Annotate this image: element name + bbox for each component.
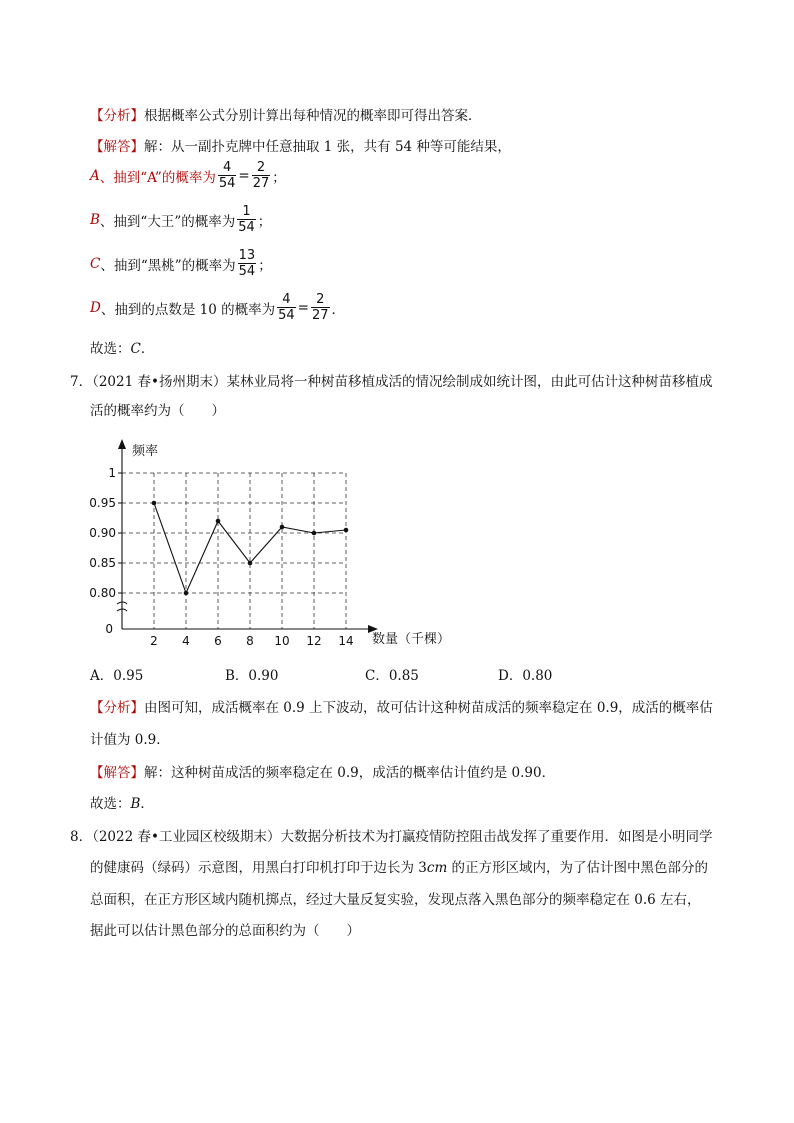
x-axis-label: 数量（千棵） [372,632,451,647]
chart-labels [89,443,450,648]
x-tick-label: 2 [150,634,158,648]
answer-6 [90,135,511,155]
y-tick-label: 0.95 [89,496,116,510]
frequency-line-chart [89,432,460,652]
data-point [216,519,221,524]
data-point [184,591,189,596]
origin-label: 0 [105,622,113,636]
question-7-line-1: 7．（2021 春•扬州期末）某林业局将一种树苗移植成活的情况绘制成如统计图，由此可估计这种树苗移植成 [70,374,713,390]
option-c[interactable]: C．0.85 [365,668,419,684]
question-8-line-3: 总面积，在正方形区域内随机掷点，经过大量反复实验，发现点落入黑色部分的频率稳定在 0.6 左右， [90,892,701,908]
x-tick-label: 12 [306,634,322,648]
option-c-line: C 、抽到“黑桃”的概率为 $\frac{13}{54}$ ； [90,248,272,279]
analysis-6 [90,104,482,124]
x-tick-label: 14 [338,634,354,648]
question-8-line-1: 8．（2022 春•工业园区校级期末）大数据分析技术为打赢疫情防控阻击战发挥了重要作用．如图是小明同学 [70,829,713,845]
option-d-line: D 、抽到的点数是 10 的概率为 $\frac{4}{54}$ = $\frac{2}{27}$ ． [90,292,345,323]
y-axis-label: 频率 [132,444,159,459]
y-tick-label: 1 [108,466,116,480]
data-point [152,501,157,506]
option-b-line: B 、抽到“大王”的概率为 $\frac{1}{54}$ ； [90,204,272,235]
question-8-line-4: 据此可以估计黑色部分的总面积约为（ ） [90,923,360,939]
data-point [248,561,253,566]
question-7-line-2: 活的概率约为（ ） [90,403,225,419]
y-axis-arrow [118,439,126,449]
option-d[interactable]: D．0.80 [498,668,553,684]
x-tick-label: 6 [214,634,222,648]
option-a-line: A 、抽到“A”的概率为 $\frac{4}{54}$ = $\frac{2}{27}$ ； [90,160,286,191]
y-tick-label: 0.85 [89,556,116,570]
answer-7: 【解答】解：这种树苗成活的频率稳定在 0.9，成活的概率估计值约是 0.90． [90,765,556,781]
choose-7: 故选：B． [90,796,154,812]
data-point [280,525,285,530]
x-tick-label: 4 [182,634,190,648]
analysis-tag: 【分析】 [90,108,144,124]
option-b[interactable]: B．0.90 [225,668,279,684]
chart-axes [117,439,378,633]
fraction: $\frac{13}{54}$ [238,248,256,279]
x-tick-label: 10 [274,634,290,648]
data-point [312,531,317,536]
analysis-text: 根据概率公式分别计算出每种情况的概率即可得出答案． [144,108,482,124]
fraction: $\frac{4}{54}$ [278,292,295,323]
chart-grid [122,473,346,629]
analysis-7: 【分析】由图可知，成活概率在 0.9 上下波动，故可估计这种树苗成活的频率稳定在 0.9，成活的概率估 [90,700,713,716]
y-tick-label: 0.80 [89,586,116,600]
fraction: $\frac{2}{27}$ [252,160,270,191]
analysis-7-line-2: 计值为 0.9． [90,732,170,748]
fraction: $\frac{1}{54}$ [238,204,255,235]
x-tick-label: 8 [246,634,254,648]
answer-text: 解：从一副扑克牌中任意抽取 1 张，共有 54 种等可能结果， [144,139,511,155]
data-point [344,528,349,533]
fraction: $\frac{4}{54}$ [218,160,236,191]
choose-6: 故选：C． [90,341,155,357]
fraction: $\frac{2}{27}$ [311,292,329,323]
option-a[interactable]: A．0.95 [90,668,144,684]
y-tick-label: 0.90 [89,526,116,540]
question-8-line-2: 的健康码（绿码）示意图，用黑白打印机打印于边长为 3cm 的正方形区域内，为了估计图中黑色部分的 [90,860,709,876]
answer-tag: 【解答】 [90,139,144,155]
